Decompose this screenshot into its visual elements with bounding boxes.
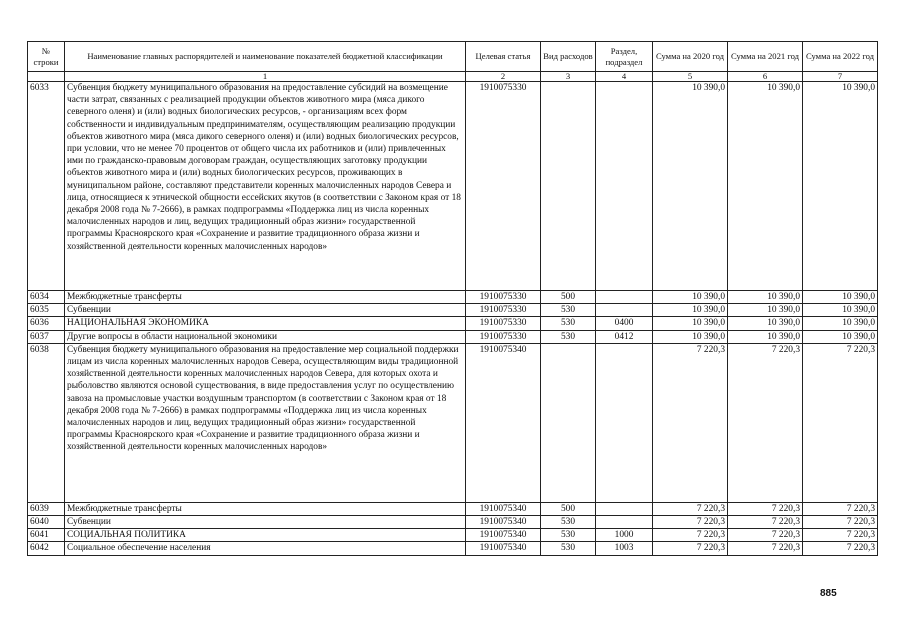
row-number: 6035 [28, 304, 65, 317]
row-target-article: 1910075330 [466, 330, 541, 343]
table-row [28, 291, 878, 304]
row-section [596, 343, 653, 502]
row-target-article: 1910075340 [466, 343, 541, 502]
row-target-article: 1910075340 [466, 516, 541, 529]
row-number: 6041 [28, 529, 65, 542]
row-target-article: 1910075330 [466, 304, 541, 317]
row-number: 6034 [28, 291, 65, 304]
row-section: 1003 [596, 542, 653, 555]
page-number: 885 [820, 588, 837, 599]
row-target-article: 1910075340 [466, 502, 541, 515]
column-number: 7 [803, 72, 878, 82]
row-sum-2022: 10 390,0 [803, 291, 878, 304]
header-sum-2020: Сумма на 2020 год [653, 42, 728, 72]
row-sum-2020: 7 220,3 [653, 516, 728, 529]
row-number: 6036 [28, 317, 65, 330]
row-name: Субвенция бюджету муниципального образования на предоставление мер социальной поддержки лицам из числа коренных малочисленных народов Севера, осуществляющим виды традиционной хозяйственной деятельности коренных малочисленных народов Севера, для которых охота и рыболовство являются основой существования, в виде предоставления услуг по осуществлению завоза на промысловые участки воздушным транспортом (в соответствии с Законом края от 18 декабря 2008 года № 7-2666) в рамках подпрограммы «Поддержка лиц из числа коренных малочисленных народов и лиц, ведущих традиционный образ жизни» государственной программы Красноярского края «Сохранение и развитие традиционного образа жизни и хозяйственной деятельности коренных малочисленных народов» [65, 343, 466, 502]
row-sum-2021: 10 390,0 [728, 304, 803, 317]
row-sum-2021: 10 390,0 [728, 330, 803, 343]
header-row-number: № строки [28, 42, 65, 72]
row-expense-type: 530 [541, 304, 596, 317]
row-expense-type [541, 343, 596, 502]
column-number: 1 [65, 72, 466, 82]
table-row [28, 343, 878, 502]
row-sum-2022: 7 220,3 [803, 516, 878, 529]
row-sum-2020: 10 390,0 [653, 317, 728, 330]
row-sum-2020: 7 220,3 [653, 502, 728, 515]
table-row [28, 304, 878, 317]
row-section: 0412 [596, 330, 653, 343]
row-name: Субвенции [65, 516, 466, 529]
row-name: Другие вопросы в области национальной экономики [65, 330, 466, 343]
row-expense-type: 530 [541, 542, 596, 555]
row-target-article: 1910075330 [466, 317, 541, 330]
row-sum-2021: 7 220,3 [728, 516, 803, 529]
budget-table [27, 41, 878, 556]
row-expense-type [541, 82, 596, 291]
column-number: 2 [466, 72, 541, 82]
row-section [596, 502, 653, 515]
table-row [28, 516, 878, 529]
row-number: 6039 [28, 502, 65, 515]
row-expense-type: 530 [541, 529, 596, 542]
row-expense-type: 530 [541, 330, 596, 343]
row-number: 6037 [28, 330, 65, 343]
row-expense-type: 530 [541, 516, 596, 529]
row-sum-2020: 10 390,0 [653, 330, 728, 343]
row-name: Межбюджетные трансферты [65, 502, 466, 515]
row-expense-type: 500 [541, 291, 596, 304]
column-number: 3 [541, 72, 596, 82]
row-sum-2022: 7 220,3 [803, 502, 878, 515]
row-expense-type: 530 [541, 317, 596, 330]
row-section [596, 516, 653, 529]
table-row [28, 82, 878, 291]
row-sum-2020: 10 390,0 [653, 304, 728, 317]
table-row [28, 317, 878, 330]
row-name: Субвенция бюджету муниципального образования на предоставление субсидий на возмещение части затрат, связанных с реализацией продукции объектов животного мира (мяса дикого северного оленя) и (или) водных биологических ресурсов, - организациям всех форм собственности и индивидуальным предпринимателям, осуществляющим реализацию продукции объектов животного мира (мяса дикого северного оленя) и (или) водных биологических ресурсов, при условии, что не менее 70 процентов от общего числа их работников и (или) привлеченных ими по гражданско-правовым договорам граждан, осуществляющих заготовку продукции объектов животного мира и (или) водных биологических ресурсов, проживающих в муниципальном районе, составляют представители коренных малочисленных народов Севера и лица, относящиеся к этнической общности ессейских якутов (в соответствии с Законом края от 18 декабря 2008 года № 7-2666), в рамках подпрограммы «Поддержка лиц из числа коренных малочисленных народов и лиц, ведущих традиционный образ жизни» государственной программы Красноярского края «Сохранение и развитие традиционного образа жизни и хозяйственной деятельности коренных малочисленных народов» [65, 82, 466, 291]
row-section: 1000 [596, 529, 653, 542]
row-sum-2021: 7 220,3 [728, 343, 803, 502]
row-target-article: 1910075340 [466, 542, 541, 555]
row-section [596, 291, 653, 304]
row-section: 0400 [596, 317, 653, 330]
column-number: 6 [728, 72, 803, 82]
row-number: 6042 [28, 542, 65, 555]
row-sum-2021: 7 220,3 [728, 529, 803, 542]
row-expense-type: 500 [541, 502, 596, 515]
row-number: 6038 [28, 343, 65, 502]
row-number: 6033 [28, 82, 65, 291]
row-sum-2020: 7 220,3 [653, 542, 728, 555]
header-target-article: Целевая статья [466, 42, 541, 72]
row-sum-2022: 10 390,0 [803, 330, 878, 343]
row-sum-2021: 10 390,0 [728, 317, 803, 330]
row-sum-2021: 10 390,0 [728, 291, 803, 304]
table-row [28, 502, 878, 515]
row-number: 6040 [28, 516, 65, 529]
row-sum-2022: 10 390,0 [803, 317, 878, 330]
row-sum-2022: 7 220,3 [803, 529, 878, 542]
row-target-article: 1910075330 [466, 291, 541, 304]
table-row [28, 542, 878, 555]
row-name: СОЦИАЛЬНАЯ ПОЛИТИКА [65, 529, 466, 542]
header-sum-2021: Сумма на 2021 год [728, 42, 803, 72]
table-row [28, 529, 878, 542]
header-expense-type: Вид расходов [541, 42, 596, 72]
row-target-article: 1910075330 [466, 82, 541, 291]
row-sum-2022: 10 390,0 [803, 304, 878, 317]
row-name: Субвенции [65, 304, 466, 317]
header-row [28, 42, 878, 72]
column-number: 5 [653, 72, 728, 82]
row-section [596, 82, 653, 291]
row-sum-2020: 7 220,3 [653, 343, 728, 502]
row-target-article: 1910075340 [466, 529, 541, 542]
row-section [596, 304, 653, 317]
row-sum-2022: 7 220,3 [803, 542, 878, 555]
column-number [28, 72, 65, 82]
row-sum-2021: 7 220,3 [728, 502, 803, 515]
row-sum-2022: 10 390,0 [803, 82, 878, 291]
row-name: НАЦИОНАЛЬНАЯ ЭКОНОМИКА [65, 317, 466, 330]
column-number: 4 [596, 72, 653, 82]
row-sum-2020: 7 220,3 [653, 529, 728, 542]
table-row [28, 330, 878, 343]
row-name: Межбюджетные трансферты [65, 291, 466, 304]
row-sum-2022: 7 220,3 [803, 343, 878, 502]
row-name: Социальное обеспечение населения [65, 542, 466, 555]
row-sum-2021: 10 390,0 [728, 82, 803, 291]
row-sum-2020: 10 390,0 [653, 291, 728, 304]
column-number-row [28, 72, 878, 82]
header-sum-2022: Сумма на 2022 год [803, 42, 878, 72]
header-section: Раздел, подраздел [596, 42, 653, 72]
header-name: Наименование главных распорядителей и наименование показателей бюджетной классификации [65, 42, 466, 72]
row-sum-2021: 7 220,3 [728, 542, 803, 555]
row-sum-2020: 10 390,0 [653, 82, 728, 291]
